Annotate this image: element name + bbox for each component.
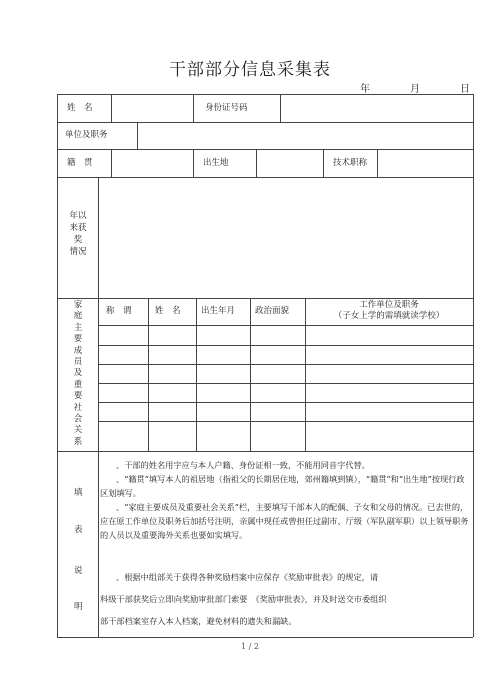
date-line — [360, 80, 470, 95]
notes-label-2: 表 — [74, 525, 83, 535]
note-3: 、“家庭主要成员及重要社会关系”栏，主要填写干部本人的配偶、子女和父母的情况。已去世的，应在原工作单位及职务后加括号注明，亲属中现任或曾担任过副市、厅级（军队副军职）以上领导职务的人员以及重要海外关系也要如实填写。 — [100, 502, 469, 540]
notes-text — [100, 458, 472, 542]
tech-title-label: 技术职称 — [333, 158, 368, 168]
note-1: 、干部的姓名用字应与本人户籍、身份证相一致，不能用同音字代替。 — [116, 460, 370, 470]
family-relations-label: 家 庭 主 要 成 员 及 重 要 社 会 关 系 — [73, 300, 83, 447]
note-4b: 科级干部获奖后立即向奖励审批部门索要 《奖励审批表》，并及时送交市委组织 — [100, 594, 387, 604]
page-number: 1 / 2 — [241, 642, 259, 651]
unit-position-label: 单位及职务 — [65, 130, 108, 140]
birthplace-label: 出生地 — [203, 158, 229, 168]
header-political: 政治面貌 — [255, 306, 290, 316]
header-relation: 称 谓 — [106, 306, 132, 316]
note-2: 、“籍贯”填写本人的祖居地（指祖父的长期居住地，郊州籍填到镇），“籍贯”和“出生地”按现行政区划填写。 — [100, 474, 465, 498]
note-4a: 、根据中组部关于获得各种奖励档案中应保存《奖励审批表》的规定，请 — [116, 572, 379, 582]
id-number-label: 身份证号码 — [205, 103, 248, 113]
header-birth: 出生年月 — [201, 306, 236, 316]
note-4c: 部干部档案室存入本人档案，避免材料的遗失和漏缺。 — [100, 616, 297, 626]
header-work-unit: 工作单位及职务 （子女上学的需填就读学校） — [333, 300, 445, 321]
header-name: 姓 名 — [155, 306, 181, 316]
notes-label-1: 填 — [74, 488, 83, 498]
form-title: 干部部分信息采集表 — [169, 60, 331, 80]
notes-label-4: 明 — [74, 602, 83, 612]
date-day: 日 — [460, 84, 470, 95]
awards-label: 年以 来获 奖 情况 — [69, 211, 87, 257]
notes-label-3: 说 — [74, 566, 83, 576]
native-place-label: 籍 贯 — [67, 158, 93, 168]
date-year: 年 — [360, 84, 370, 95]
date-month: 月 — [410, 84, 420, 95]
name-label: 姓 名 — [67, 103, 93, 113]
notes-text-4 — [100, 566, 472, 632]
